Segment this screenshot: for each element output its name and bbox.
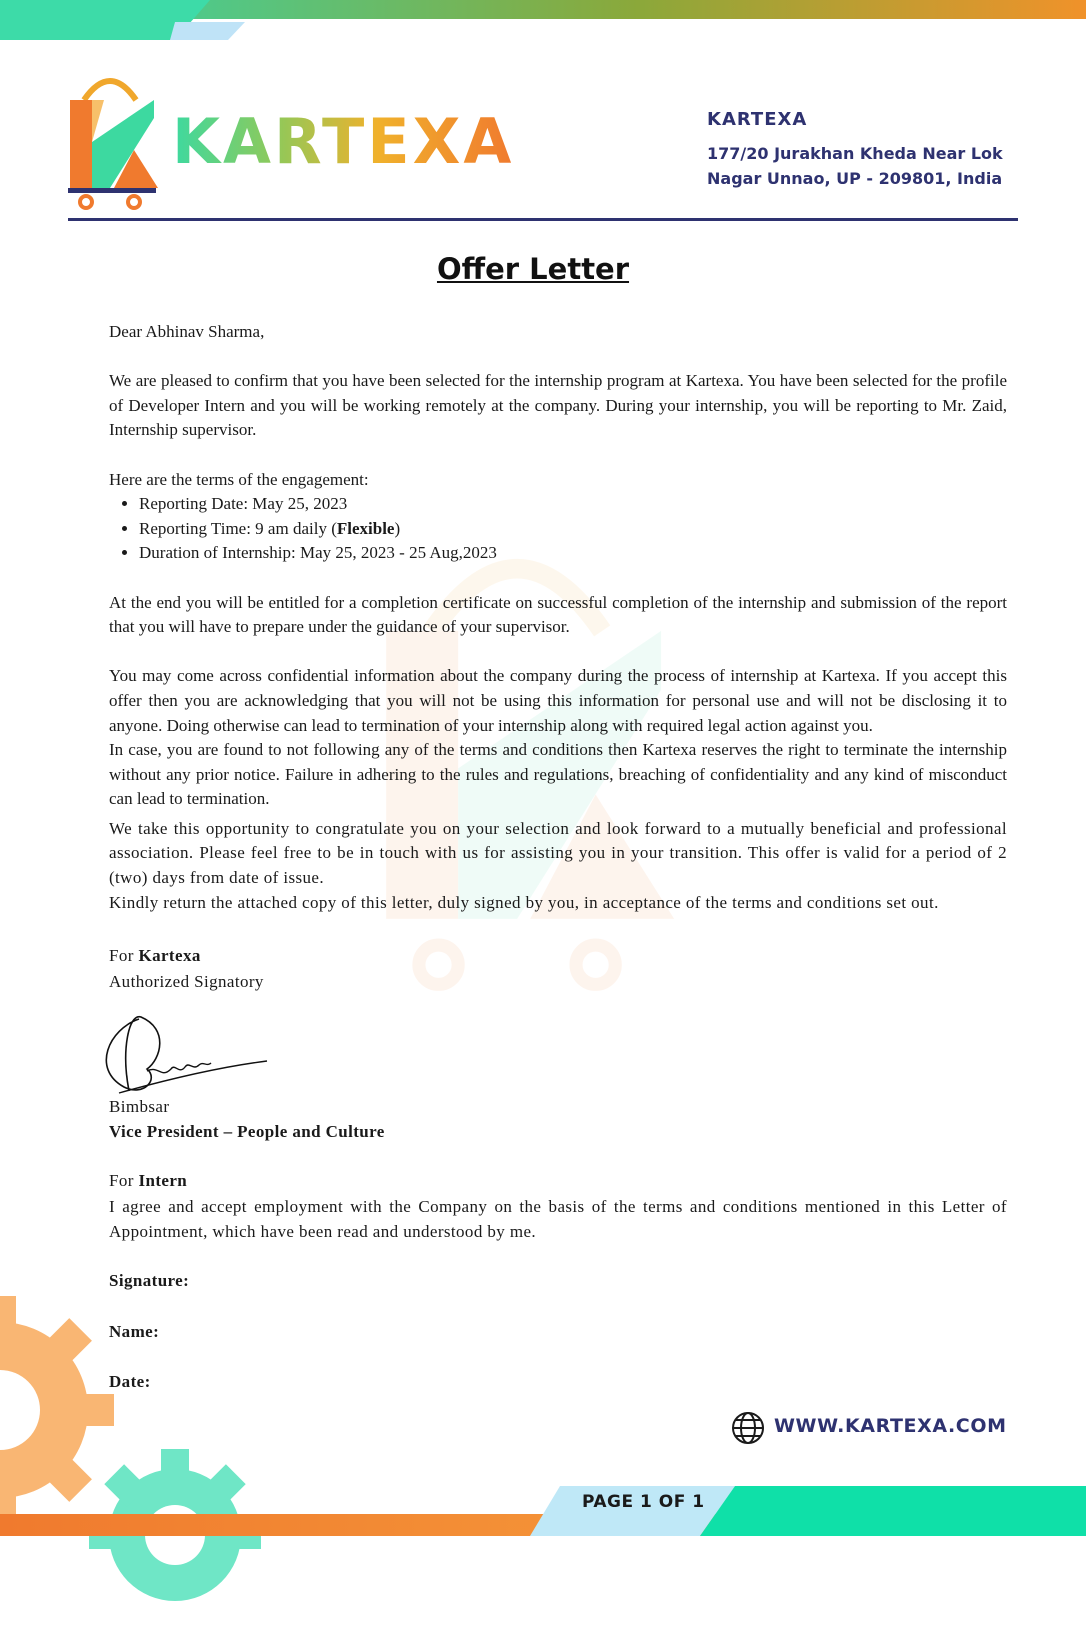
header-company-name: KARTEXA [707,109,808,130]
page-number: PAGE 1 OF 1 [582,1492,705,1512]
handwritten-signature [99,1009,269,1099]
intern-agreement: I agree and accept employment with the Company on the basis of the terms and conditions mentioned in this Letter of Appointment, which have been read and understood by me. [109,1197,1007,1241]
kartexa-logo-icon [62,70,172,215]
for-company-line: For Kartexa [109,945,201,965]
for-intern-line: For Intern [109,1170,188,1190]
signer-title: Vice President – People and Culture [109,1121,385,1141]
logo-wordmark: KARTEXA [172,105,515,178]
list-item: • Duration of Internship: May 25, 2023 - 25 Aug,2023 [139,541,1007,566]
date-label: Date: [109,1372,151,1392]
header-address [707,141,1007,191]
return-note: Kindly return the attached copy of this letter, duly signed by you, in acceptance of the terms and conditions set out. [109,892,939,912]
confidentiality-paragraph: You may come across confidential information about the company during the process of internship at Kartexa. If you accept this offer then you are acknowledging that you will not be using this information for personal use and will not be disclosing it to anyone. Doing otherwise can lead to termination of your internship along with required legal action against you. [109,666,1007,735]
list-item: • Reporting Time: 9 am daily (Flexible) [139,517,1007,542]
intern-signature-block [109,1169,1007,1395]
terms-list [109,492,1007,566]
address-line-2: Nagar Unnao, UP - 209801, India [707,169,1003,188]
completion-paragraph: At the end you will be entitled for a completion certificate on successful completion of the internship and submission of the report that you will have to prepare under the guidance of your supervisor. [109,592,1007,637]
company-signature-block [109,944,1007,1144]
letter-body [109,320,1007,1395]
header-divider [68,218,1018,221]
salutation: Dear Abhinav Sharma, [109,322,265,341]
congratulation-paragraph: We take this opportunity to congratulate you on your selection and look forward to a mutually beneficial and professional association. Please feel free to be in touch with us for assisting you in your transition. This offer is valid for a period of 2 (two) days from date of issue. [109,818,1007,888]
signature-label: Signature: [109,1271,190,1291]
authorized-signatory: Authorized Signatory [109,972,264,992]
termination-paragraph: In case, you are found to not following any of the terms and conditions then Kartexa reserves the right to terminate the internship without any prior notice. Failure in adhering to the rules and regulations, breaching of confidentiality and any kind of misconduct can lead to termination. [109,740,1007,809]
top-decorative-bar [0,0,1086,40]
page-title: Offer Letter [436,252,630,286]
website-link[interactable]: WWW.KARTEXA.COM [774,1415,1007,1437]
name-label: Name: [109,1321,160,1341]
bottom-decorative-band [0,1480,1086,1536]
signer-name: Bimbsar [109,1097,170,1117]
intro-paragraph: We are pleased to confirm that you have been selected for the internship program at Kartexa. You have been selected for the profile of Developer Intern and you will be working remotely at the company. During your internship, you will be reporting to Mr. Zaid, Internship supervisor. [109,371,1007,440]
list-item: • Reporting Date: May 25, 2023 [139,492,1007,517]
address-line-1: 177/20 Jurakhan Kheda Near Lok [707,144,1003,163]
globe-icon [731,1411,765,1445]
terms-heading: Here are the terms of the engagement: [109,469,369,489]
